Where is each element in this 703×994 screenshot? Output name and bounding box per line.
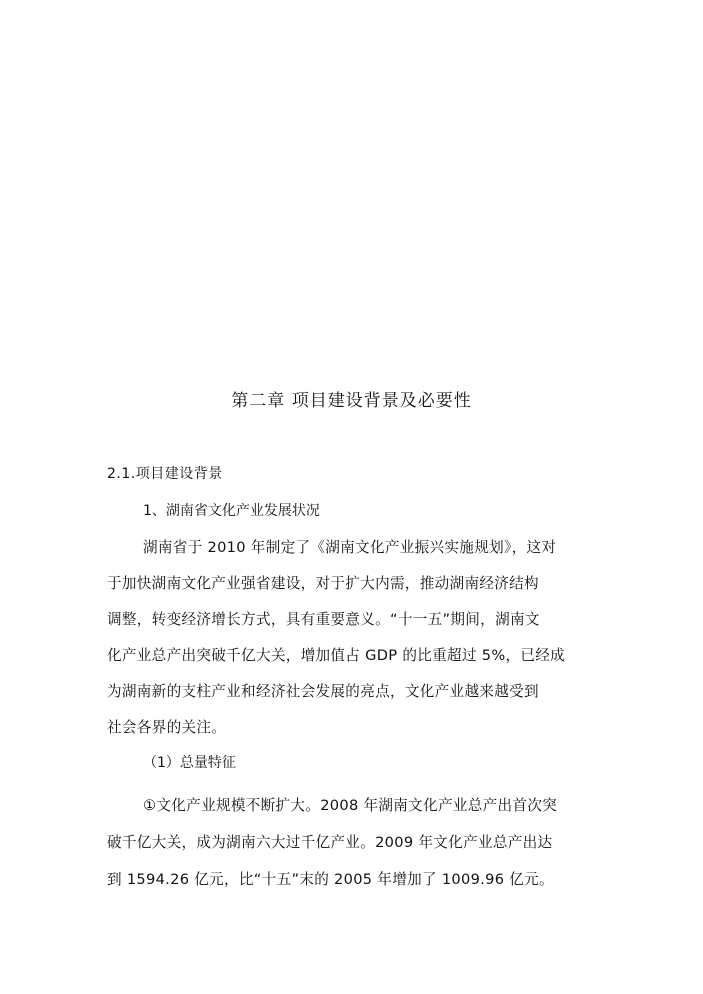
paragraph-line: ①文化产业规模不断扩大。2008 年湖南文化产业总产出首次突: [143, 797, 558, 814]
section-heading: 2.1.项目建设背景: [107, 466, 223, 482]
paragraph-line: 于加快湖南文化产业强省建设，对于扩大内需，推动湖南经济结构: [107, 575, 539, 592]
paragraph-line: 湖南省于 2010 年制定了《湖南文化产业振兴实施规划》，这对: [143, 539, 557, 556]
subsection-heading-1: 1、湖南省文化产业发展状况: [143, 503, 320, 519]
subsection-heading-2: （1）总量特征: [143, 755, 236, 771]
paragraph-line: 社会各界的关注。: [107, 719, 227, 736]
paragraph-line: 为湖南新的支柱产业和经济社会发展的亮点，文化产业越来越受到: [107, 683, 539, 700]
paragraph-line: 化产业总产出突破千亿大关，增加值占 GDP 的比重超过 5%，已经成: [107, 647, 566, 664]
paragraph-line: 到 1594.26 亿元，比“十五”末的 2005 年增加了 1009.96 亿元。: [107, 871, 554, 888]
paragraph-line: 调整，转变经济增长方式，具有重要意义。“十一五”期间，湖南文: [107, 611, 540, 628]
paragraph-line: 破千亿大关，成为湖南六大过千亿产业。2009 年文化产业总产出达: [107, 834, 553, 851]
chapter-title: 第二章 项目建设背景及必要性: [231, 391, 472, 411]
